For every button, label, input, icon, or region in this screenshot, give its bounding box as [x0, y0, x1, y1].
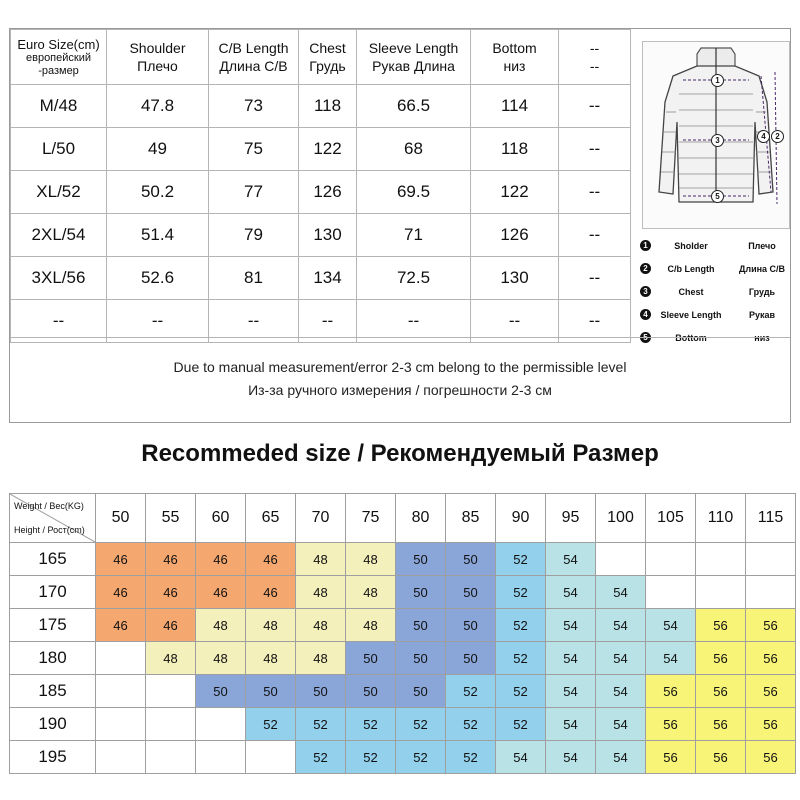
weight-header-cell: 75 [346, 494, 396, 543]
size-label-cell: -- [11, 300, 107, 343]
size-recommendation-cell: 46 [246, 543, 296, 576]
size-value-cell: -- [299, 300, 357, 343]
grid-corner-cell [10, 494, 96, 543]
header-blank-1: -- [589, 40, 600, 56]
weight-header-cell: 115 [746, 494, 796, 543]
size-label-cell: M/48 [11, 85, 107, 128]
size-recommendation-cell: 54 [546, 642, 596, 675]
header-cb-length-en: C/B Length [218, 40, 289, 56]
header-euro-size-en: Euro Size(cm) [17, 36, 100, 52]
size-value-cell: 122 [299, 128, 357, 171]
size-recommendation-cell [96, 642, 146, 675]
height-label-cell: 170 [10, 576, 96, 609]
size-recommendation-cell [96, 741, 146, 774]
note-english: Due to manual measurement/error 2-3 cm belong to the permissible level [173, 359, 627, 375]
size-recommendation-cell: 46 [146, 609, 196, 642]
size-value-cell: 118 [471, 128, 559, 171]
header-sleeve-en: Sleeve Length [368, 40, 459, 56]
size-recommendation-cell: 48 [246, 609, 296, 642]
legend-russian-label: Рукав [748, 310, 776, 320]
size-value-cell: -- [559, 300, 631, 343]
legend-row [640, 283, 790, 306]
header-euro-size-ru: европейский [25, 51, 92, 64]
size-recommendation-cell: 48 [296, 609, 346, 642]
weight-header-cell: 55 [146, 494, 196, 543]
height-label-cell: 180 [10, 642, 96, 675]
height-label-cell: 185 [10, 675, 96, 708]
size-value-cell: -- [107, 300, 209, 343]
legend-number-icon: 2 [640, 263, 651, 274]
size-value-cell: 114 [471, 85, 559, 128]
size-recommendation-cell: 50 [196, 675, 246, 708]
weight-header-cell: 110 [696, 494, 746, 543]
size-recommendation-cell [146, 741, 196, 774]
size-recommendation-cell: 46 [196, 543, 246, 576]
weight-header-cell: 85 [446, 494, 496, 543]
size-recommendation-cell: 54 [546, 576, 596, 609]
header-bottom-en: Bottom [492, 40, 537, 56]
size-recommendation-cell: 56 [696, 642, 746, 675]
header-chest-en: Chest [309, 40, 346, 56]
size-recommendation-cell: 50 [346, 675, 396, 708]
height-label-cell: 175 [10, 609, 96, 642]
size-value-cell: 130 [299, 214, 357, 257]
height-row [10, 708, 796, 741]
size-value-cell: 75 [209, 128, 299, 171]
size-recommendation-cell: 48 [296, 642, 346, 675]
size-label-cell: 3XL/56 [11, 257, 107, 300]
legend-row [640, 260, 790, 283]
size-value-cell: 130 [471, 257, 559, 300]
header-sleeve-length [357, 30, 471, 85]
size-recommendation-cell [696, 576, 746, 609]
size-value-cell: 122 [471, 171, 559, 214]
header-chest [299, 30, 357, 85]
corner-weight-label: Weight / Вес(KG) [14, 501, 84, 511]
header-shoulder-ru: Плечо [137, 58, 178, 74]
legend-number-icon: 5 [640, 332, 651, 343]
size-recommendation-cell [646, 576, 696, 609]
size-value-cell: 126 [471, 214, 559, 257]
size-recommendation-cell: 52 [496, 642, 546, 675]
recommended-size-title: Recommeded size / Рекомендуемый Размер [141, 440, 659, 467]
size-recommendation-cell: 50 [446, 642, 496, 675]
legend-russian-label: Плечо [748, 241, 776, 251]
size-recommendation-cell: 50 [446, 543, 496, 576]
header-euro-size [11, 30, 107, 85]
size-recommendation-cell [196, 708, 246, 741]
size-value-cell: 66.5 [357, 85, 471, 128]
marker-4: 4 [757, 130, 770, 143]
size-recommendation-cell: 48 [296, 543, 346, 576]
size-label-cell: 2XL/54 [11, 214, 107, 257]
weight-header-cell: 60 [196, 494, 246, 543]
size-recommendation-cell: 52 [496, 576, 546, 609]
height-row [10, 741, 796, 774]
size-recommendation-cell: 48 [196, 609, 246, 642]
size-recommendation-cell [96, 708, 146, 741]
size-recommendation-cell: 56 [696, 675, 746, 708]
size-chart-block [9, 28, 791, 423]
size-value-cell: 79 [209, 214, 299, 257]
size-recommendation-cell: 48 [296, 576, 346, 609]
header-blank [559, 30, 631, 85]
size-value-cell: 81 [209, 257, 299, 300]
size-recommendation-cell: 52 [496, 543, 546, 576]
size-recommendation-cell [96, 675, 146, 708]
size-recommendation-cell: 48 [346, 576, 396, 609]
size-recommendation-cell: 54 [596, 642, 646, 675]
size-value-cell: -- [559, 128, 631, 171]
size-recommendation-cell [246, 741, 296, 774]
header-shoulder [107, 30, 209, 85]
weight-header-cell: 65 [246, 494, 296, 543]
size-value-cell: 77 [209, 171, 299, 214]
size-value-cell: -- [559, 257, 631, 300]
legend-english-label: Sholder [674, 241, 708, 251]
size-recommendation-cell: 54 [596, 609, 646, 642]
size-value-cell: -- [471, 300, 559, 343]
size-value-cell: -- [559, 171, 631, 214]
size-label-cell: L/50 [11, 128, 107, 171]
size-value-cell: 50.2 [107, 171, 209, 214]
recommendation-grid-body [10, 494, 796, 774]
size-recommendation-cell: 50 [246, 675, 296, 708]
size-recommendation-cell: 54 [546, 708, 596, 741]
size-row [11, 171, 631, 214]
size-recommendation-cell: 52 [346, 741, 396, 774]
size-value-cell: 49 [107, 128, 209, 171]
size-recommendation-cell [696, 543, 746, 576]
diagram-legend [640, 237, 790, 352]
size-value-cell: 134 [299, 257, 357, 300]
size-value-cell: 51.4 [107, 214, 209, 257]
legend-row [640, 306, 790, 329]
size-recommendation-cell: 52 [496, 708, 546, 741]
size-recommendation-cell: 52 [296, 741, 346, 774]
size-recommendation-cell [746, 543, 796, 576]
size-row [11, 257, 631, 300]
legend-english-label: Chest [678, 287, 704, 297]
size-recommendation-cell: 50 [296, 675, 346, 708]
size-recommendation-cell: 56 [746, 642, 796, 675]
size-row [11, 85, 631, 128]
marker-1: 1 [711, 74, 724, 87]
marker-5: 5 [711, 190, 724, 203]
size-value-cell: 47.8 [107, 85, 209, 128]
size-recommendation-cell: 46 [146, 543, 196, 576]
weight-header-cell: 95 [546, 494, 596, 543]
size-recommendation-cell [146, 675, 196, 708]
size-recommendation-cell: 54 [546, 741, 596, 774]
size-recommendation-cell: 56 [696, 609, 746, 642]
size-recommendation-cell: 52 [346, 708, 396, 741]
size-chart-body [11, 85, 631, 343]
size-recommendation-cell [746, 576, 796, 609]
size-recommendation-cell: 48 [346, 543, 396, 576]
legend-number-icon: 1 [640, 240, 651, 251]
size-recommendation-cell: 46 [196, 576, 246, 609]
size-recommendation-cell: 50 [446, 609, 496, 642]
size-value-cell: -- [209, 300, 299, 343]
corner-height-label: Height / Рост(cm) [14, 525, 85, 535]
size-value-cell: 68 [357, 128, 471, 171]
height-row [10, 576, 796, 609]
header-blank-2: -- [589, 58, 600, 74]
size-recommendation-cell: 56 [746, 708, 796, 741]
size-recommendation-cell: 54 [596, 576, 646, 609]
height-row [10, 609, 796, 642]
size-recommendation-cell: 50 [396, 675, 446, 708]
size-recommendation-cell: 56 [646, 708, 696, 741]
size-value-cell: 73 [209, 85, 299, 128]
weight-header-row [10, 494, 796, 543]
size-recommendation-cell: 50 [346, 642, 396, 675]
size-recommendation-cell: 54 [546, 543, 596, 576]
size-recommendation-cell: 56 [696, 708, 746, 741]
size-value-cell: 118 [299, 85, 357, 128]
header-bottom [471, 30, 559, 85]
size-recommendation-cell: 52 [296, 708, 346, 741]
size-recommendation-cell: 46 [96, 543, 146, 576]
jacket-diagram [630, 29, 790, 343]
size-recommendation-cell: 48 [196, 642, 246, 675]
size-recommendation-cell [146, 708, 196, 741]
legend-russian-label: низ [754, 333, 770, 343]
weight-header-cell: 70 [296, 494, 346, 543]
legend-row [640, 237, 790, 260]
size-recommendation-cell: 46 [96, 609, 146, 642]
size-recommendation-cell: 52 [246, 708, 296, 741]
header-chest-ru: Грудь [309, 58, 346, 74]
size-value-cell: -- [559, 85, 631, 128]
size-recommendation-cell: 56 [746, 675, 796, 708]
size-recommendation-cell: 54 [596, 708, 646, 741]
size-recommendation-cell: 48 [146, 642, 196, 675]
size-value-cell: -- [559, 214, 631, 257]
header-euro-size-ru-2: -размер [38, 64, 79, 77]
size-recommendation-cell: 52 [446, 741, 496, 774]
legend-english-label: C/b Length [667, 264, 715, 274]
size-row [11, 128, 631, 171]
size-recommendation-cell: 54 [646, 642, 696, 675]
legend-english-label: Sleeve Length [660, 310, 722, 320]
header-cb-length-ru: Длина С/В [219, 58, 288, 74]
marker-3: 3 [711, 134, 724, 147]
size-recommendation-cell: 52 [396, 741, 446, 774]
size-recommendation-cell: 56 [746, 741, 796, 774]
legend-russian-label: Грудь [748, 287, 776, 297]
size-recommendation-cell: 54 [496, 741, 546, 774]
header-shoulder-en: Shoulder [129, 40, 186, 56]
size-recommendation-cell [596, 543, 646, 576]
size-recommendation-cell: 48 [246, 642, 296, 675]
weight-header-cell: 100 [596, 494, 646, 543]
size-recommendation-cell: 54 [646, 609, 696, 642]
size-recommendation-cell: 46 [246, 576, 296, 609]
size-recommendation-cell: 56 [696, 741, 746, 774]
measurement-note [10, 337, 790, 424]
weight-header-cell: 80 [396, 494, 446, 543]
weight-header-cell: 105 [646, 494, 696, 543]
header-cb-length [209, 30, 299, 85]
size-label-cell: XL/52 [11, 171, 107, 214]
legend-russian-label: Длина С/В [738, 264, 786, 274]
size-value-cell: -- [357, 300, 471, 343]
size-recommendation-cell: 52 [446, 675, 496, 708]
size-recommendation-cell: 46 [96, 576, 146, 609]
height-row [10, 543, 796, 576]
note-russian: Из-за ручного измерения / погрешности 2-3 см [248, 382, 552, 398]
size-chart-table [10, 29, 631, 343]
weight-header-cell: 50 [96, 494, 146, 543]
size-recommendation-cell: 52 [496, 609, 546, 642]
size-recommendation-cell: 48 [346, 609, 396, 642]
legend-english-label: Bottom [675, 333, 707, 343]
height-label-cell: 165 [10, 543, 96, 576]
size-recommendation-cell: 50 [396, 576, 446, 609]
height-label-cell: 195 [10, 741, 96, 774]
size-recommendation-cell: 56 [746, 609, 796, 642]
size-recommendation-cell [646, 543, 696, 576]
size-recommendation-cell: 46 [146, 576, 196, 609]
size-chart-header-row [11, 30, 631, 85]
size-value-cell: 126 [299, 171, 357, 214]
height-row [10, 675, 796, 708]
size-value-cell: 52.6 [107, 257, 209, 300]
size-recommendation-cell: 56 [646, 675, 696, 708]
recommendation-grid [9, 493, 796, 774]
size-recommendation-cell: 54 [546, 675, 596, 708]
header-bottom-ru: низ [503, 58, 526, 74]
legend-number-icon: 4 [640, 309, 651, 320]
size-recommendation-cell: 52 [396, 708, 446, 741]
size-recommendation-cell: 52 [446, 708, 496, 741]
size-recommendation-cell: 56 [646, 741, 696, 774]
size-recommendation-cell: 50 [396, 609, 446, 642]
jacket-illustration [642, 41, 790, 229]
marker-2: 2 [771, 130, 784, 143]
size-recommendation-cell [196, 741, 246, 774]
height-label-cell: 190 [10, 708, 96, 741]
size-recommendation-cell: 54 [546, 609, 596, 642]
header-sleeve-ru: Рукав Длина [372, 58, 455, 74]
size-value-cell: 72.5 [357, 257, 471, 300]
legend-number-icon: 3 [640, 286, 651, 297]
size-recommendation-cell: 54 [596, 741, 646, 774]
size-value-cell: 69.5 [357, 171, 471, 214]
size-value-cell: 71 [357, 214, 471, 257]
weight-header-cell: 90 [496, 494, 546, 543]
size-recommendation-cell: 54 [596, 675, 646, 708]
size-recommendation-cell: 50 [396, 642, 446, 675]
size-recommendation-cell: 50 [396, 543, 446, 576]
size-recommendation-cell: 50 [446, 576, 496, 609]
height-row [10, 642, 796, 675]
size-recommendation-cell: 52 [496, 675, 546, 708]
size-row [11, 214, 631, 257]
